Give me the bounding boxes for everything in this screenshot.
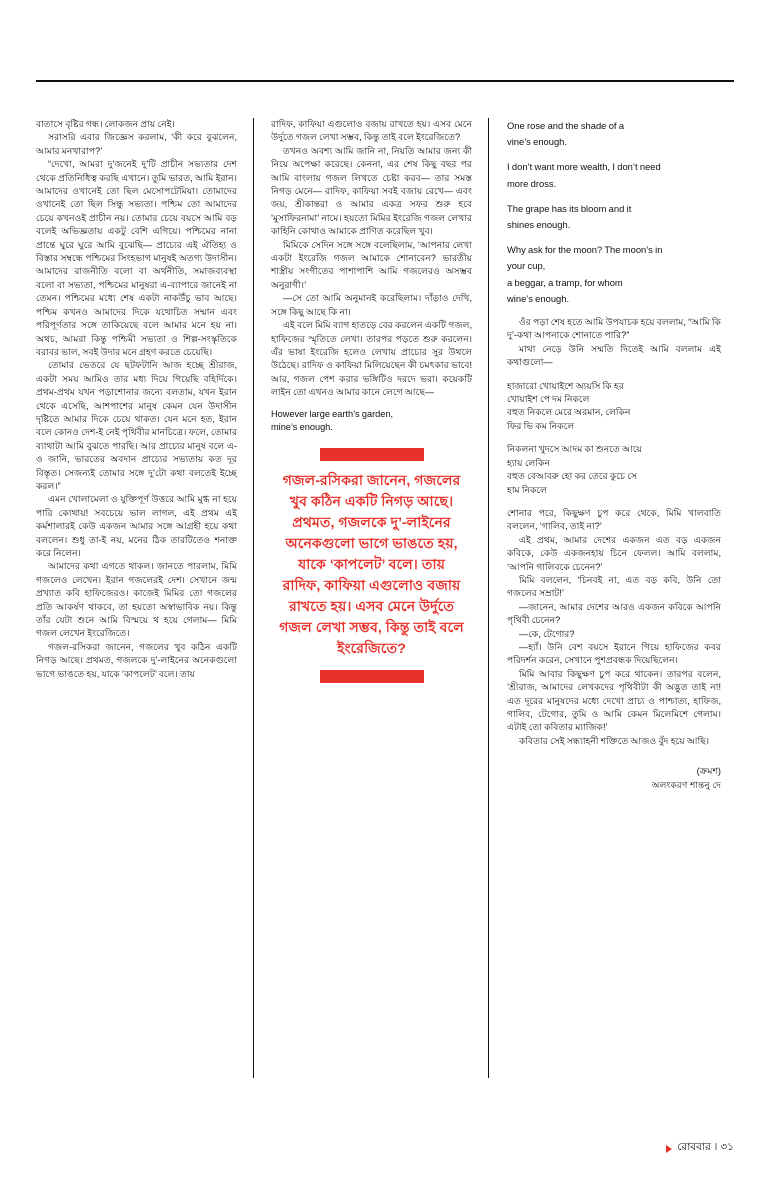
paragraph: —হ্যাঁ। উনি বেশ বয়সে ইরানে গিয়ে হাফিজের কবর পরিদর্শন করেন, সেখানে পুশপ্রবন্ধক দিয়েছিলেন। [507, 641, 721, 666]
english-poem [507, 118, 721, 307]
verse-line: বহুত বেআবরু হো কর তেরে কুচে সে [507, 471, 638, 482]
paragraph: “দেখো, আমরা দু’জনেই দু’টি প্রাচীন সভ্যতার দেশ থেকে প্রতিনিধিত্ব করছি এখানে। তুমি ভারত, আমি ইরান। আমাদের ওখানেই তো ছিল মেসোপটেমিয়া। তোমাদের ওখানেই তো ছিল সিন্ধু সভ্যতা। পশ্চিম তো আমাদের চেয়ে কখনওই প্রাচীন নয়। তোমার চেয়ে বয়সে আমি বড় বলেই অভিজ্ঞতায় একটু বেশি এগিয়ে। পশ্চিমের নানা প্রান্তে ঘুরে ঘুরে আমি বুঝেছি— প্রাচ্যের এই ঐতিহ্য ও বিস্তার সম্বন্ধে পশ্চিমের সিংহভাগ মানুষই অতগ্য উদাসীন। আমাদের রাজনীতি বলো বা অর্থনীতি, সমাজব্যবস্থা বলো বা সভ্যতা, পশ্চিমের মানুষরা এ-ব্যাপারে জানেই না তেমন। পশ্চিমের মধ্যে শেষ একটা নাকউঁচু ভাব আছে। পশ্চিম কখনও আমাদের দিকে যথোচিত সম্মান এবং পরিপূর্ণতার সঙ্গে তাকিয়েছে বলে আমার মনে হয় না। অথচ, আমরা কিন্তু পশ্চিমী সভ্যতা ও শিল্প-সংস্কৃতিকে বরাবর ভাল, সবই উদার মনে গ্রহণ করতে চেয়েছি। [36, 159, 237, 357]
paragraph: মাথা নেড়ে উনি সম্মতি দিতেই আমি বললাম এই কথাগুলো— [507, 343, 721, 368]
paragraph: শোনার পরে, কিছুক্ষণ চুপ করে থেকে, মিমি খালবাতি বললেন, ‘গালিব, তাই না?’ [507, 507, 721, 532]
paragraph: কবিতার সেই সন্ধ্যাহনী শক্তিতে আজও বুঁদ হয়ে আছি। [519, 735, 710, 746]
paragraph: —কে, টেগোর? [519, 628, 575, 639]
paragraph: এমন খোলামেলা ও যুক্তিপূর্ণ উত্তরে আমি মুগ্ধ না হয়ে পারি কোথায়! সবচেয়ে ভাল লাগল, এই প্রথম এই কর্মশালারই কেউ একজন আমার সঙ্গে আগ্রহী হয়ে কথা বললেন। শুধু তা-ই নয়, মনের ঠিক তারটিতেও শনাক্ত করে নিলেন। [36, 494, 237, 558]
serial-note: (ক্রমশ) [696, 766, 721, 777]
poem-stanza [507, 201, 721, 233]
poem-line: Why ask for the moon? The moon’s in [507, 244, 663, 256]
illustration-credit: অলংকরণ শান্তনু দে [651, 780, 721, 791]
paragraph: মিমিকে সেদিন সঙ্গে সঙ্গে বলেছিলাম, ‘আপনার লেখা একটা ইংরেজি গজল আমাকে শোনাবেন? ভারতীয় শাস্ত্রীয় সংগীতের পাশাপাশি আমি গজলেরও অসম্ভব অনুরাগী।’ [271, 239, 472, 290]
paragraph: সরাসরি এবার জিজ্ঞেস করলাম, ‘কী করে বুঝলেন, আমার মনখারাপ?’ [36, 132, 237, 156]
pull-quote-bottom-bar [320, 670, 424, 683]
verse-line: হাজারো খোয়াইশে অ্যয়সি কি হর [507, 380, 624, 391]
paragraph: গজল-রসিকরা জানেন, গজলের খুব কঠিন একটি নিগড় আছে। প্রথমত, গজলকে দু’-লাইনের অনেকগুলো ভাগে ভাঙতে হয়, যাকে ‘কাপলেট’ বলে। তায় [36, 641, 237, 679]
pull-quote-block [271, 448, 472, 683]
column-three [497, 118, 721, 1078]
poem-line: One rose and the shade of a [507, 120, 625, 131]
poem-line: I don’t want more wealth, I don’t need [507, 161, 661, 173]
verse-line: খোয়াইশ পে দম নিকলে [507, 394, 590, 405]
article-signature [507, 764, 721, 792]
english-line: mine’s enough. [271, 421, 333, 432]
column-one [36, 118, 245, 1078]
poem-stanza [507, 118, 721, 150]
poem-line: more dross. [507, 177, 557, 189]
poem-stanza [507, 242, 721, 307]
pull-quote-text: গজল-রসিকরা জানেন, গজলের খুব কঠিন একটি নিগড় আছে। প্রথমত, গজলকে দু’-লাইনের অনেকগুলো ভাগে ভাঙতে হয়, যাকে ‘কাপলেট’ বলে। তায় রাদিফ, কাফিয়া এগুলোও বজায় রাখতে হয়। এসব মেনে উর্দুতে গজল লেখা সম্ভব, কিন্তু তাই বলে ইংরেজিতে? [279, 473, 464, 658]
column-divider [488, 118, 489, 1078]
paragraph: এই প্রথম, আমার দেশের একজন এত বড় একজন কবিকে, কেউ একজনহায় চিনে ফেলল। আমি বললাম, ‘আপনি গালিবকে চেনেন?’ [507, 534, 721, 572]
poem-line: your cup, [507, 260, 546, 272]
paragraph: —জানেন, আমার দেশের আরও একজন কবিকে আপনি পৃথিবী চেনেন? [507, 601, 721, 626]
top-rule [36, 80, 734, 82]
english-line: However large earth’s garden, [271, 408, 394, 419]
pull-quote-top-bar [320, 448, 424, 461]
poem-line: wine’s enough. [507, 292, 570, 304]
poem-line: vine’s enough. [507, 136, 567, 148]
verse-line: নিকলনা খুদসে আদম কা শুনতে আয়ে [507, 444, 642, 455]
paragraph: —সে তো আমি অনুমানই করেছিলাম। দাঁড়াও দেখি, সঙ্গে কিছু আছে কি না। [271, 293, 472, 317]
verse-line: বহুত নিকলে মেরে অরমান, লেকিন [507, 407, 631, 418]
poem-line: The grape has its bloom and it [507, 202, 632, 214]
poem-line: a beggar, a tramp, for whom [507, 276, 623, 288]
verse-line: হাম নিকলে [507, 484, 547, 495]
paragraph: মিমি আবার কিছুক্ষণ চুপ করে থাকেন। তারপর বলেন, ‘শ্রীরাজ, আমাদের লেখকদের পৃথিবীটা কী অদ্ভুত তাই না! এত দূরের মানুষদের মধ্যে দেখো প্রাচ্য ও পাশ্চাত্য, হাফিজ, গালিব, টেগোর, তুমি ও আমি কেমন মিলেমিশে গেলাম। এটাই তো কবিতার ম্যাজিক!’ [507, 668, 721, 733]
footer-label: রোববার । ৩১ [677, 1141, 734, 1153]
paragraph: তখনও অবশ্য আমি জানি না, নিয়তি আমার জন্য কী নিয়ে অপেক্ষা করেছে। কেননা, এর শেষ কিছু বছর পর আমি বাংলায় গজল লিখতে চেষ্টা করব— তার সমস্ত নিগড় মেনে— রাদিফ, কাফিয়া সবই বজায় রেখে— এবং জয়, শ্রীকান্তরা ও আমার একত্র সফর শুরু হবে ‘মুসাফিরনামা’ নামে। হয়তো মিমির ইংরেজি গজল লেখার কাহিনি কোথাও আমাকে প্রাণিত করেছিল খুব। [271, 145, 472, 237]
triangle-icon [666, 1145, 672, 1153]
english-quote-inline [271, 408, 472, 435]
paragraph: এই বলে মিমি ব্যাগ হাতড়ে বের করলেন একটি গজল, হাফিজের স্মৃতিতে লেখা। তারপর পড়তে শুরু করলেন। এঁর ভাষা ইংরেজি হলেও লেখায় প্রাচ্যের সুর উথলে উঠেছে। রাদিফ ও কাফিয়া মিলিয়েছেন কী চমৎকার ভাবে! আর, গজল পেশ করার ভঙ্গিটিও দরদে ভরা। কয়েকটি লাইন তো এখনও আমার কানে লেগে আছে— [271, 320, 472, 398]
page-footer [666, 1140, 734, 1157]
verse-line: ফির ভি কম নিকলে [507, 420, 575, 431]
poem-stanza [507, 159, 721, 191]
paragraph: তোমার ভেতরে যে ছটফটানি আজ হচ্ছে শ্রীরাজ, একটা সময় আমিও তার মধ্য দিয়ে গিয়েছি বহির্দিকে। প্রথম-প্রথম যখন পড়াশোনার জন্যে বলতাম, যখন ইরান থেকে এসেছি, আশপাশের মানুষ কেমন যেন উদাসীন দৃষ্টিতে আমার দিকে চেয়ে থাকত। যেন মনে হত, ইরান বলে কোনও দেশ-ই নেই পৃথিবীর মানচিত্রে। ফলে, তোমার ব্যাথাটা আমি বুঝতে পারছি। আর প্রাচ্যের মানুষ বলে এ-ও জানি, ভারতের অবদান প্রাচ্যের সভ্যতায় কত দূর বিস্তৃত। সেজন্যই তোমার সঙ্গে দু’টো কথা বলতেই ইচ্ছে করল।” [36, 360, 237, 491]
column-divider [253, 118, 254, 1078]
article-columns [36, 118, 734, 1078]
poem-line: shines enough. [507, 219, 571, 231]
paragraph: বাতাসে বৃষ্টির গন্ধ। লোকজন প্রায় নেই। [36, 119, 175, 129]
paragraph: ওঁর পড়া শেষ হতে আমি উপযাচক হয়ে বললাম, “আমি কি দু’-কথা আপনাকে শোনাতে পারি?” [507, 317, 721, 341]
paragraph: আমাদের কথা এগতে থাকল। জানতে পারলাম, মিমি গজলেও লেখেন। ইরান গজলেরই দেশ। সেখানে জন্ম প্রখ্যাত কবি হাফিজেরও। কাজেই মিমির তো গজলের প্রতি আকর্ষণ থাকবে, তা হয়তো অস্বাভাবিক নয়। কিন্তু তাঁর যেটা শুনে আমি বিস্ময়ে থ হয়ে গেলাম— মিমি গজল লেখেন ইংরেজিতে। [36, 561, 237, 639]
paragraph: রাদিফ, কাফিয়া এগুলোও বজায় রাখতে হয়। এসব মেনে উর্দুতে গজল লেখা সম্ভব, কিন্তু তাই বলে ইংরেজিতে? [271, 119, 472, 143]
verse-line: হ্যায় লেকিন [507, 457, 550, 468]
paragraph: মিমি বললেন, ‘চিনবই না, এত বড় কবি, উনি তো গজলের সম্রাট!’ [507, 574, 721, 599]
column-two [262, 118, 480, 1078]
